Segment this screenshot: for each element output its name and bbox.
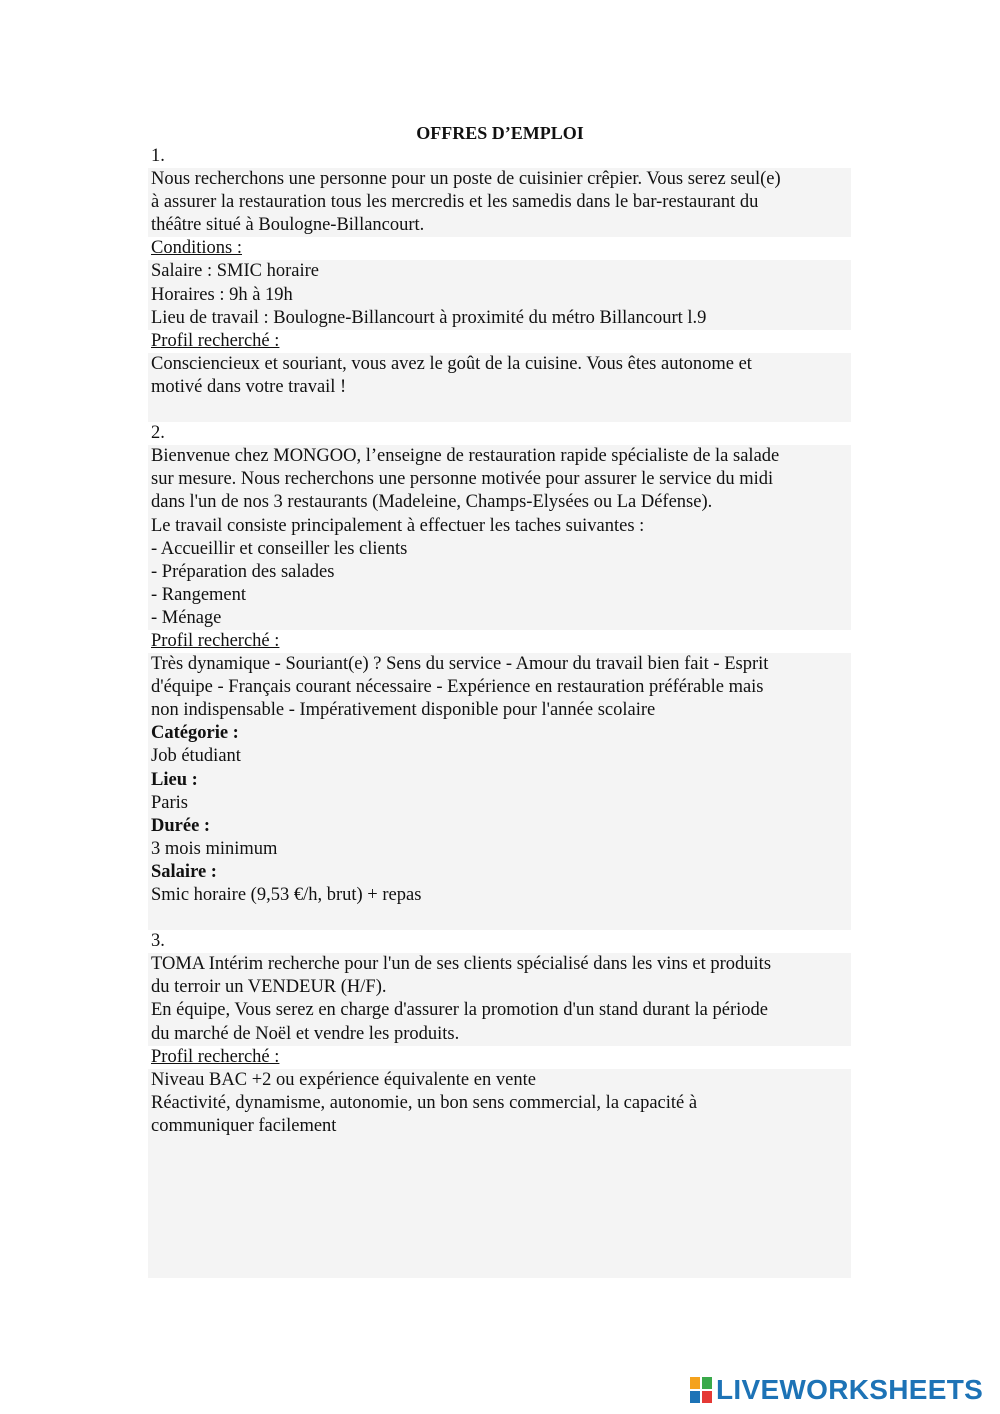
page-title: OFFRES D’EMPLOI	[416, 123, 584, 143]
profile-text	[148, 1069, 851, 1278]
condition-line: Lieu de travail : Boulogne-Billancourt à proximité du métro Billancourt l.9	[151, 307, 707, 328]
intro-line: TOMA Intérim recherche pour l'un de ses clients spécialisé dans les vins et produits	[151, 954, 772, 975]
conditions-list	[148, 260, 851, 329]
profile-line: Très dynamique - Souriant(e) ? Sens du service - Amour du travail bien fait - Esprit	[151, 654, 769, 675]
profile-line: Niveau BAC +2 ou expérience équivalente en vente	[151, 1069, 536, 1090]
offer-1	[151, 145, 851, 422]
condition-line: Salaire : SMIC horaire	[151, 261, 319, 282]
profile-line: communiquer facilement	[151, 1115, 337, 1136]
profile-text	[148, 653, 851, 930]
conditions-label: Conditions :	[151, 238, 242, 259]
offer-number: 3.	[151, 931, 165, 952]
profile-label: Profil recherché :	[151, 330, 280, 351]
task-item: - Rangement	[151, 584, 247, 605]
offer-intro	[148, 953, 851, 1045]
profile-line: d'équipe - Français courant nécessaire - Expérience en restauration préférable mais	[151, 677, 764, 698]
offer-intro	[148, 445, 851, 630]
intro-line: En équipe, Vous serez en charge d'assurer la promotion d'un stand durant la période	[151, 1000, 768, 1021]
profile-text	[148, 353, 851, 422]
profile-line: motivé dans votre travail !	[151, 376, 347, 397]
offers-content	[151, 145, 851, 1278]
intro-line: Le travail consiste principalement à effectuer les taches suivantes :	[151, 515, 645, 536]
profile-label: Profil recherché :	[151, 630, 280, 651]
duration-label: Durée :	[151, 815, 211, 836]
condition-line: Horaires : 9h à 19h	[151, 284, 293, 305]
duration-value: 3 mois minimum	[151, 838, 278, 859]
intro-line: sur mesure. Nous recherchons une personne motivée pour assurer le service du midi	[151, 469, 774, 490]
location-value: Paris	[151, 792, 188, 813]
task-item: - Ménage	[151, 607, 222, 628]
intro-line: du marché de Noël et vendre les produits.	[151, 1023, 460, 1044]
profile-line: non indispensable - Impérativement disponible pour l'année scolaire	[151, 700, 656, 721]
intro-line: dans l'un de nos 3 restaurants (Madeleine, Champs-Elysées ou La Défense).	[151, 492, 713, 513]
liveworksheets-logo	[690, 1374, 983, 1406]
intro-line: Nous recherchons une personne pour un poste de cuisinier crêpier. Vous serez seul(e)	[151, 169, 781, 190]
offer-2	[151, 422, 851, 930]
location-label: Lieu :	[151, 769, 198, 790]
intro-line: Bienvenue chez MONGOO, l’enseigne de restauration rapide spécialiste de la salade	[151, 446, 780, 467]
task-item: - Préparation des salades	[151, 561, 335, 582]
salary-value: Smic horaire (9,53 €/h, brut) + repas	[151, 885, 422, 905]
logo-text: LIVEWORKSHEETS	[716, 1374, 984, 1405]
offer-number: 1.	[151, 146, 165, 166]
intro-line: théâtre situé à Boulogne-Billancourt.	[151, 215, 425, 236]
profile-label: Profil recherché :	[151, 1046, 280, 1067]
category-label: Catégorie :	[151, 723, 239, 744]
profile-line: Réactivité, dynamisme, autonomie, un bon sens commercial, la capacité à	[151, 1092, 698, 1113]
intro-line: à assurer la restauration tous les mercredis et les samedis dans le bar-restaurant du	[151, 192, 759, 213]
offer-3	[151, 930, 851, 1278]
offer-number: 2.	[151, 423, 165, 444]
task-item: - Accueillir et conseiller les clients	[151, 538, 408, 559]
profile-line: Consciencieux et souriant, vous avez le goût de la cuisine. Vous êtes autonome et	[151, 353, 752, 374]
intro-line: du terroir un VENDEUR (H/F).	[151, 977, 387, 998]
liveworksheets-logo-icon	[690, 1377, 712, 1403]
offer-intro	[148, 168, 851, 237]
category-value: Job étudiant	[151, 746, 241, 767]
salary-label: Salaire :	[151, 861, 217, 882]
